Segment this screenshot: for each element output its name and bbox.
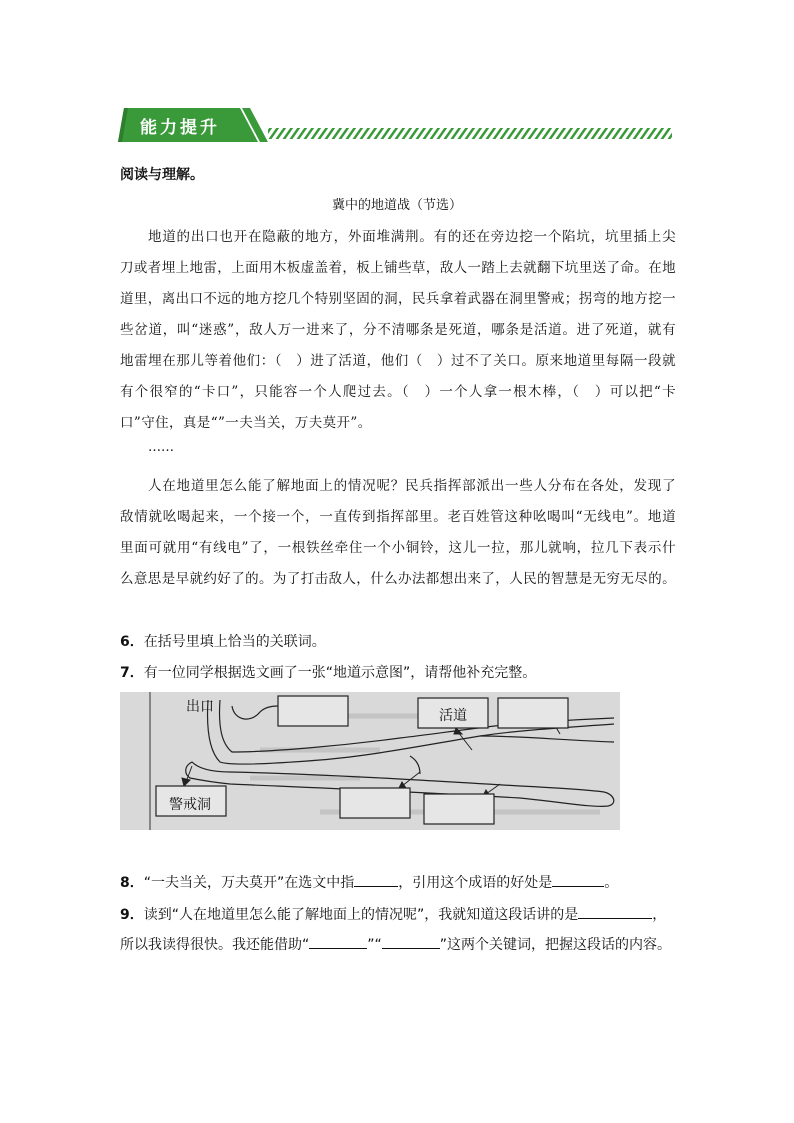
article-paragraph-1: 地道的出口也开在隐蔽的地方，外面堆满荆。有的还在旁边挖一个陷坑，坑里插上尖刀或者埋上地雷，上面用木板虚盖着，板上铺些草，敌人一踏上去就翻下坑里送了命。在地道里，离出口不远的地方挖几个特别坚固的洞，民兵拿着武器在洞里警戒；拐弯的地方挖一些岔道，叫“迷惑”，敌人万一进来了，分不清哪条是死道，哪条是活道。进了死道，就有地雷埋在那儿等着他们：（ ）进了活道，他们（ ）过不了关口。原来地道里每隔一段就有个很窄的“卡口”，只能容一个人爬过去。（ ）一个人拿一根木棒，（ ）可以把“卡口”守住，真是“”一夫当关，万夫莫开”。 [120, 229, 676, 431]
question-number: 7． [120, 665, 144, 681]
question-text: ”这两个关键词，把握这段话的内容。 [439, 937, 672, 953]
answer-blank[interactable] [309, 931, 367, 949]
answer-blank[interactable] [578, 901, 652, 919]
article-title: 冀中的地道战（节选） [331, 198, 462, 213]
question-text: “一夫当关，万夫莫开”在选文中指 [143, 875, 355, 891]
answer-blank[interactable] [552, 869, 604, 887]
question-6 [120, 627, 680, 657]
answer-blank[interactable] [354, 869, 398, 887]
question-7 [120, 658, 680, 688]
diagram-label-exit: 出口 [186, 699, 214, 715]
question-text: 读到“人在地道里怎么能了解地面上的情况呢”，我就知道这段话讲的是 [143, 907, 579, 923]
banner-title: 能力提升 [140, 118, 220, 138]
question-number: 8． [120, 875, 144, 891]
question-text: 在括号里填上恰当的关联词。 [143, 634, 326, 650]
question-number: 6． [120, 634, 144, 650]
question-8 [120, 868, 680, 898]
question-text: ，所以我读得很快。我还能借助“ [120, 907, 667, 953]
question-text: 。 [604, 875, 619, 891]
diagram-label-live-road: 活道 [439, 708, 467, 724]
question-9 [120, 900, 680, 960]
question-text: ，引用这个成语的好处是 [398, 875, 553, 891]
diagram-label-guard-cave: 警戒洞 [169, 797, 211, 813]
article-paragraph-2: 人在地道里怎么能了解地面上的情况呢？民兵指挥部派出一些人分布在各处，发现了敌情就吆喝起来，一个接一个，一直传到指挥部里。老百姓管这种吆喝叫“无线电”。地道里面可就用“有线电”了，一根铁丝牵住一个小铜铃，这儿一拉，那儿就响，拉几下表示什么意思是早就约好了的。为了打击敌人，什么办法都想出来了，人民的智慧是无穷无尽的。 [120, 478, 676, 587]
question-number: 9． [120, 907, 144, 923]
section-label: 阅读与理解。 [120, 167, 204, 183]
answer-blank[interactable] [382, 931, 440, 949]
question-text: ”“ [367, 937, 382, 953]
question-text: 有一位同学根据选文画了一张“地道示意图”，请帮他补充完整。 [143, 665, 537, 681]
article-ellipsis: …… [148, 440, 174, 455]
